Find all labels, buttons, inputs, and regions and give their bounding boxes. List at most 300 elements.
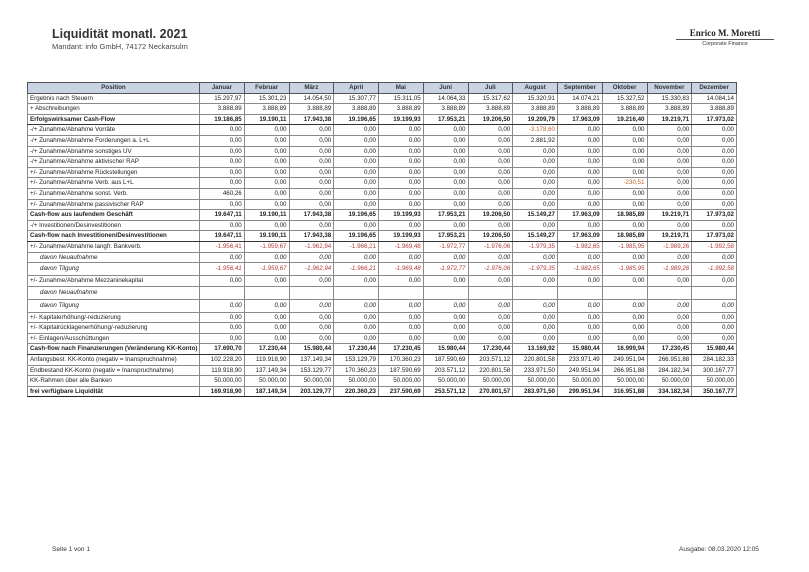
column-header-month: Februar (244, 83, 289, 94)
table-cell: 0,00 (692, 199, 737, 210)
table-cell: 0,00 (647, 188, 692, 199)
table-cell: 3.888,89 (379, 104, 424, 115)
table-cell: 0,00 (602, 220, 647, 231)
table-cell: -1.962,94 (289, 263, 334, 276)
table-cell: 17.973,02 (692, 231, 737, 242)
table-cell: 14.084,14 (692, 93, 737, 104)
table-cell: 50.000,00 (692, 376, 737, 387)
table-cell: 203.129,77 (289, 386, 334, 397)
table-cell: 0,00 (423, 199, 468, 210)
table-cell (558, 286, 603, 299)
table-cell: 50.000,00 (513, 376, 558, 387)
table-cell: 19.219,71 (647, 114, 692, 125)
table-cell: 170.360,23 (379, 355, 424, 366)
table-cell: 15.311,05 (379, 93, 424, 104)
table-cell: 15.980,44 (289, 344, 334, 355)
table-cell: 0,00 (647, 125, 692, 136)
table-cell: 0,00 (692, 135, 737, 146)
table-row (28, 252, 737, 263)
row-label: KK-Rahmen über alle Banken (28, 376, 200, 387)
table-cell: 15.149,27 (513, 231, 558, 242)
table-cell: 0,00 (647, 312, 692, 323)
table-cell: 16.999,94 (602, 344, 647, 355)
table-cell: 50.000,00 (289, 376, 334, 387)
table-cell: 19.190,11 (244, 210, 289, 221)
column-header-month: Oktober (602, 83, 647, 94)
table-cell: 0,00 (468, 178, 513, 189)
table-cell: 0,00 (647, 178, 692, 189)
table-row (28, 125, 737, 136)
table-cell: 187.590,69 (379, 365, 424, 376)
row-label: -/+ Zunahme/Abnahme sonstiges UV (28, 146, 200, 157)
table-cell: 50.000,00 (244, 376, 289, 387)
table-cell: 0,00 (692, 312, 737, 323)
row-label: +/- Zunahme/Abnahme Verb. aus L+L (28, 178, 200, 189)
column-header-month: Juli (468, 83, 513, 94)
table-cell: 15.149,27 (513, 210, 558, 221)
table-cell: 0,00 (334, 146, 379, 157)
table-cell: 0,00 (468, 276, 513, 287)
table-cell: 0,00 (200, 199, 245, 210)
table-cell: 0,00 (423, 146, 468, 157)
table-cell: 50.000,00 (602, 376, 647, 387)
table-row (28, 323, 737, 334)
column-header-month: April (334, 83, 379, 94)
table-cell: 15.327,52 (602, 93, 647, 104)
table-cell: 119.918,90 (244, 355, 289, 366)
table-cell (692, 286, 737, 299)
table-cell: -1.985,95 (602, 241, 647, 252)
table-cell: 284.182,33 (692, 355, 737, 366)
table-cell: 266.951,88 (647, 355, 692, 366)
table-cell: 0,00 (289, 220, 334, 231)
table-cell: 3.888,89 (602, 104, 647, 115)
table-body (28, 93, 737, 397)
table-row (28, 333, 737, 344)
table-cell: 0,00 (334, 199, 379, 210)
table-cell: 0,00 (289, 135, 334, 146)
table-cell: 0,00 (647, 299, 692, 312)
table-cell: 19.196,65 (334, 231, 379, 242)
table-cell: 18.985,89 (602, 210, 647, 221)
table-cell: 0,00 (602, 333, 647, 344)
table-cell: 17.230,45 (647, 344, 692, 355)
table-cell: 0,00 (334, 135, 379, 146)
table-cell: 17.230,44 (468, 344, 513, 355)
table-cell: -1.969,48 (379, 263, 424, 276)
table-cell: 0,00 (647, 199, 692, 210)
table-cell (602, 286, 647, 299)
table-cell: 19.196,65 (334, 114, 379, 125)
table-cell: 137.149,34 (289, 355, 334, 366)
table-cell: -1.969,48 (379, 241, 424, 252)
table-cell: 0,00 (602, 323, 647, 334)
table-cell: 0,00 (379, 188, 424, 199)
table-row (28, 93, 737, 104)
table-cell: 169.918,90 (200, 386, 245, 397)
table-cell: 15.980,44 (692, 344, 737, 355)
table-cell: 0,00 (602, 125, 647, 136)
table-cell: 14.064,33 (423, 93, 468, 104)
table-cell: 3.888,89 (558, 104, 603, 115)
table-cell: 0,00 (602, 276, 647, 287)
table-cell: 15.330,83 (647, 93, 692, 104)
table-cell: 0,00 (200, 276, 245, 287)
table-cell: 50.000,00 (647, 376, 692, 387)
table-cell: 334.182,34 (647, 386, 692, 397)
table-cell: 0,00 (468, 323, 513, 334)
table-cell: 0,00 (468, 157, 513, 168)
table-cell: 0,00 (558, 178, 603, 189)
table-cell: 0,00 (379, 276, 424, 287)
table-cell: 17.943,38 (289, 114, 334, 125)
print-date: Ausgabe: 08.03.2020 12:05 (679, 546, 759, 553)
table-cell: 0,00 (289, 199, 334, 210)
table-cell: 0,00 (423, 333, 468, 344)
table-cell: 0,00 (244, 252, 289, 263)
table-cell: -1.976,06 (468, 263, 513, 276)
row-label: davon Neuaufnahme (28, 252, 200, 263)
table-cell: 19.199,93 (379, 114, 424, 125)
table-cell: 0,00 (289, 333, 334, 344)
table-cell: 17.953,21 (423, 210, 468, 221)
table-cell: 50.000,00 (558, 376, 603, 387)
table-cell: 0,00 (468, 188, 513, 199)
row-label: davon Neuaufnahme (28, 286, 200, 299)
table-cell: 460,26 (200, 188, 245, 199)
table-cell: 0,00 (244, 178, 289, 189)
table-cell (334, 286, 379, 299)
row-label: +/- Zunahme/Abnahme Rückstellungen (28, 167, 200, 178)
table-cell: 249.951,94 (602, 355, 647, 366)
table-cell: 0,00 (692, 276, 737, 287)
table-cell: 3.888,89 (334, 104, 379, 115)
table-cell: 0,00 (289, 188, 334, 199)
table-row (28, 286, 737, 299)
table-row (28, 365, 737, 376)
table-cell: 19.209,79 (513, 114, 558, 125)
table-cell: 0,00 (468, 125, 513, 136)
row-label: -/+ Zunahme/Abnahme aktivischer RAP (28, 157, 200, 168)
table-cell: 3.888,89 (647, 104, 692, 115)
table-cell: 102.228,20 (200, 355, 245, 366)
table-cell: 0,00 (558, 167, 603, 178)
table-cell: 17.230,45 (379, 344, 424, 355)
logo-subtitle: Corporate Finance (702, 41, 748, 47)
table-cell: 220.801,58 (513, 355, 558, 366)
table-cell (513, 286, 558, 299)
table-cell: 137.149,34 (244, 365, 289, 376)
table-cell: 0,00 (647, 333, 692, 344)
table-cell: 0,00 (692, 146, 737, 157)
table-cell: 17.230,44 (334, 344, 379, 355)
table-cell: 0,00 (647, 220, 692, 231)
table-cell: 0,00 (602, 135, 647, 146)
table-cell: 0,00 (647, 276, 692, 287)
column-header-month: Dezember (692, 83, 737, 94)
table-cell: -1.966,21 (334, 241, 379, 252)
table-cell: 0,00 (244, 188, 289, 199)
row-label: + Abschreibungen (28, 104, 200, 115)
table-cell: 0,00 (289, 312, 334, 323)
table-cell: 249.951,94 (558, 365, 603, 376)
table-cell: -1.959,67 (244, 241, 289, 252)
table-cell: 50.000,00 (200, 376, 245, 387)
table-cell: 19.199,93 (379, 231, 424, 242)
table-cell: -1.956,41 (200, 263, 245, 276)
table-cell: -1.979,35 (513, 263, 558, 276)
table-cell: 0,00 (558, 188, 603, 199)
table-cell: 0,00 (244, 157, 289, 168)
column-header-month: August (513, 83, 558, 94)
table-cell: 0,00 (244, 333, 289, 344)
table-cell: 0,00 (334, 167, 379, 178)
table-cell: 0,00 (200, 167, 245, 178)
table-cell: 0,00 (647, 135, 692, 146)
table-cell: 0,00 (423, 323, 468, 334)
table-cell: 0,00 (379, 252, 424, 263)
table-cell: 0,00 (289, 276, 334, 287)
table-cell: 233.971,50 (513, 365, 558, 376)
table-cell: 17.943,38 (289, 210, 334, 221)
row-label: Anfangsbest. KK-Konto (negativ = Inanspruchnahme) (28, 355, 200, 366)
table-cell: 0,00 (558, 125, 603, 136)
report-title: Liquidität monatl. 2021 (52, 27, 188, 41)
table-cell: 0,00 (468, 252, 513, 263)
table-cell: 17.953,21 (423, 114, 468, 125)
table-cell: 0,00 (513, 157, 558, 168)
table-row (28, 299, 737, 312)
row-label: frei verfügbare Liquidität (28, 386, 200, 397)
table-cell: 220.801,58 (468, 365, 513, 376)
table-cell: 50.000,00 (379, 376, 424, 387)
table-cell: 0,00 (692, 252, 737, 263)
page-number: Seite 1 von 1 (52, 546, 90, 553)
row-label: +/- Zunahme/Abnahme sonst. Verb. (28, 188, 200, 199)
table-cell: 253.571,12 (423, 386, 468, 397)
table-cell: 220.360,23 (334, 386, 379, 397)
table-cell: 0,00 (558, 299, 603, 312)
table-cell: -230,51 (602, 178, 647, 189)
table-cell: 0,00 (558, 323, 603, 334)
table-cell: 0,00 (379, 178, 424, 189)
table-cell: -1.976,06 (468, 241, 513, 252)
table-cell: 0,00 (468, 220, 513, 231)
table-cell: 0,00 (289, 252, 334, 263)
table-cell: 0,00 (289, 157, 334, 168)
table-cell: 0,00 (200, 220, 245, 231)
table-cell: 0,00 (423, 220, 468, 231)
table-cell: 170.360,23 (334, 365, 379, 376)
table-cell: 0,00 (334, 333, 379, 344)
table-cell: 0,00 (334, 299, 379, 312)
table-cell: 0,00 (468, 299, 513, 312)
table-cell: 3.888,89 (289, 104, 334, 115)
table-cell (244, 286, 289, 299)
table-cell: 350.167,77 (692, 386, 737, 397)
table-cell: -1.992,58 (692, 241, 737, 252)
table-cell: 0,00 (423, 252, 468, 263)
table-cell: 0,00 (334, 220, 379, 231)
table-cell: 0,00 (289, 178, 334, 189)
table-row (28, 220, 737, 231)
row-label: -/+ Zunahme/Abnahme Vorräte (28, 125, 200, 136)
table-cell: 3.888,89 (692, 104, 737, 115)
table-cell (423, 286, 468, 299)
table-cell: 0,00 (244, 167, 289, 178)
table-cell: 3.888,89 (200, 104, 245, 115)
row-label: +/- Kapitalrücklagenerhöhung/-reduzierung (28, 323, 200, 334)
table-row (28, 231, 737, 242)
table-cell: 0,00 (513, 146, 558, 157)
table-cell: 0,00 (379, 157, 424, 168)
table-cell: 17.963,09 (558, 210, 603, 221)
table-cell: -1.956,41 (200, 241, 245, 252)
table-cell: 0,00 (379, 135, 424, 146)
table-row (28, 210, 737, 221)
table-cell: 3.888,89 (423, 104, 468, 115)
table-cell: 0,00 (334, 178, 379, 189)
table-row (28, 157, 737, 168)
liquidity-table (27, 82, 737, 397)
table-cell: 0,00 (200, 146, 245, 157)
table-cell: 17.943,38 (289, 231, 334, 242)
table-cell: 0,00 (244, 323, 289, 334)
table-cell: 153.129,79 (334, 355, 379, 366)
table-row (28, 241, 737, 252)
table-cell: 18.985,89 (602, 231, 647, 242)
table-cell: 0,00 (468, 333, 513, 344)
table-row (28, 114, 737, 125)
table-cell: 19.206,50 (468, 231, 513, 242)
table-cell: 19.196,65 (334, 210, 379, 221)
table-cell: 0,00 (289, 323, 334, 334)
table-cell: 17.973,02 (692, 114, 737, 125)
column-header-month: Juni (423, 83, 468, 94)
table-cell: 153.129,77 (289, 365, 334, 376)
table-cell: 237.590,69 (379, 386, 424, 397)
table-cell: 187.590,69 (423, 355, 468, 366)
table-cell: 0,00 (423, 157, 468, 168)
table-cell: 19.190,11 (244, 231, 289, 242)
table-row (28, 344, 737, 355)
table-cell: -1.989,26 (647, 263, 692, 276)
table-header-row (28, 83, 737, 94)
table-cell: 0,00 (334, 312, 379, 323)
table-cell: 0,00 (379, 323, 424, 334)
table-cell: -1.982,65 (558, 263, 603, 276)
table-cell: 0,00 (692, 167, 737, 178)
table-cell: 0,00 (647, 146, 692, 157)
row-label: -/+ Zunahme/Abnahme Forderungen a. L+L (28, 135, 200, 146)
table-cell: 0,00 (647, 157, 692, 168)
table-cell: 0,00 (692, 125, 737, 136)
table-cell: 2.881,92 (513, 135, 558, 146)
table-cell: 19.216,40 (602, 114, 647, 125)
table-cell: -1.972,77 (423, 241, 468, 252)
row-label: Cash-flow aus laufendem Geschäft (28, 210, 200, 221)
table-cell: 0,00 (289, 299, 334, 312)
table-cell: 203.571,12 (468, 355, 513, 366)
table-cell: 0,00 (244, 312, 289, 323)
table-cell: 0,00 (513, 167, 558, 178)
table-row (28, 104, 737, 115)
table-cell: 3.888,89 (513, 104, 558, 115)
table-cell: 0,00 (513, 178, 558, 189)
table-cell: 0,00 (334, 125, 379, 136)
table-cell: 0,00 (200, 333, 245, 344)
table-cell: 19.206,50 (468, 210, 513, 221)
table-cell: 0,00 (692, 178, 737, 189)
table-cell: 187.149,34 (244, 386, 289, 397)
table-cell: 19.647,11 (200, 210, 245, 221)
table-cell: 0,00 (513, 252, 558, 263)
table-cell: 0,00 (423, 135, 468, 146)
table-cell: 50.000,00 (468, 376, 513, 387)
table-cell: 17.690,70 (200, 344, 245, 355)
table-cell: 14.054,50 (289, 93, 334, 104)
table-cell: 0,00 (200, 135, 245, 146)
table-cell: 0,00 (647, 252, 692, 263)
table-cell: 283.971,50 (513, 386, 558, 397)
table-cell: 17.230,44 (244, 344, 289, 355)
table-cell: 0,00 (692, 299, 737, 312)
table-cell: 0,00 (423, 178, 468, 189)
table-cell: 0,00 (513, 323, 558, 334)
table-cell: 15.980,44 (558, 344, 603, 355)
table-cell: 17.963,09 (558, 114, 603, 125)
table-cell: 0,00 (692, 188, 737, 199)
table-row (28, 199, 737, 210)
table-cell: 17.953,21 (423, 231, 468, 242)
table-cell: 0,00 (379, 199, 424, 210)
table-cell: 3.888,89 (468, 104, 513, 115)
table-cell: 316.951,88 (602, 386, 647, 397)
table-cell: 0,00 (244, 125, 289, 136)
table-cell: 299.951,94 (558, 386, 603, 397)
table-cell: 0,00 (692, 323, 737, 334)
table-cell: 0,00 (289, 167, 334, 178)
table-cell: 19.219,71 (647, 231, 692, 242)
row-label: -/+ Investitionen/Desinvestitionen (28, 220, 200, 231)
row-label: Endbestand KK-Konto (negativ = Inanspruchnahme) (28, 365, 200, 376)
table-cell: 0,00 (602, 252, 647, 263)
report-subtitle: Mandant: info GmbH, 74172 Neckarsulm (52, 42, 188, 51)
table-cell: 15.980,44 (423, 344, 468, 355)
table-cell: 0,00 (513, 333, 558, 344)
table-cell: 0,00 (558, 312, 603, 323)
table-cell: 0,00 (379, 312, 424, 323)
table-cell: 0,00 (379, 220, 424, 231)
table-cell: 0,00 (558, 252, 603, 263)
table-cell: 0,00 (468, 199, 513, 210)
table-cell: 0,00 (602, 157, 647, 168)
column-header-month: Mai (379, 83, 424, 94)
table-row (28, 276, 737, 287)
table-cell: 0,00 (244, 276, 289, 287)
column-header-month: November (647, 83, 692, 94)
table-cell: 233.971,49 (558, 355, 603, 366)
row-label: Erfolgswirksamer Cash-Flow (28, 114, 200, 125)
row-label: Ergebnis nach Steuern (28, 93, 200, 104)
table-cell: 0,00 (423, 167, 468, 178)
column-header-position: Position (28, 83, 200, 94)
table-cell: 284.182,34 (647, 365, 692, 376)
table-cell: 0,00 (692, 220, 737, 231)
table-cell: 0,00 (334, 188, 379, 199)
table-cell: 0,00 (513, 199, 558, 210)
table-cell: 17.963,09 (558, 231, 603, 242)
